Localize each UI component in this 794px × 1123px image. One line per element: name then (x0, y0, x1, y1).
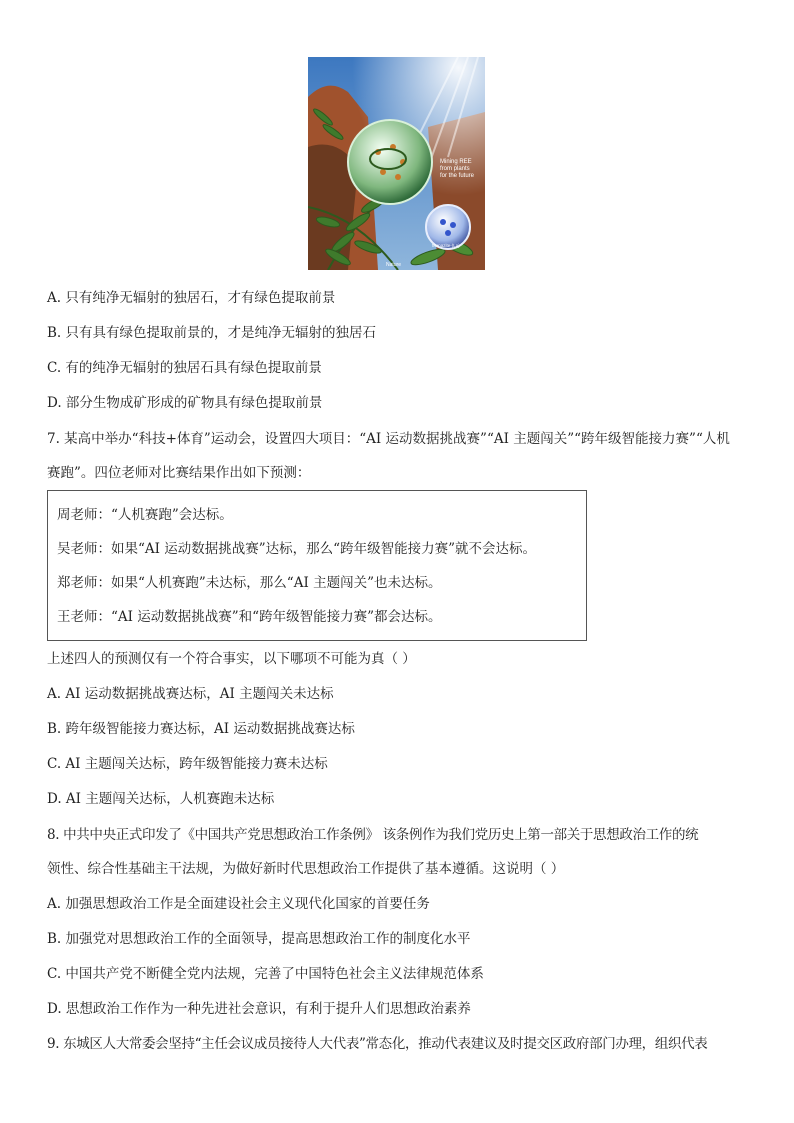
q7-option-a: A. AI 运动数据挑战赛达标，AI 主题闯关未达标 (47, 686, 334, 702)
q7-stem-line-2: 赛跑”。四位老师对比赛结果作出如下预测： (47, 465, 311, 481)
q6-option-b: B. 只有具有绿色提取前景的，才是纯净无辐射的独居石 (47, 325, 377, 341)
q8-stem-line-2: 领性、综合性基础主干法规，为做好新时代思想政治工作提供了基本遵循。这说明（ ） (47, 861, 565, 877)
caption-line-3: for the future (440, 173, 475, 179)
bottom-label: Nature (386, 262, 402, 268)
q8-option-d: D. 思想政治工作作为一种先进社会意识，有利于提升人们思想政治素养 (47, 1001, 471, 1017)
caption-line-1: Mining REE (440, 159, 472, 165)
q7-stem-line-1: 7. 某高中举办“科技+体育”运动会，设置四大项目：“AI 运动数据挑战赛”“AI 主题闯关”“跨年级智能接力赛”“人机 (47, 431, 730, 447)
q8-option-a: A. 加强思想政治工作是全面建设社会主义现代化国家的首要任务 (47, 896, 430, 912)
q7-option-d: D. AI 主题闯关达标，人机赛跑未达标 (47, 791, 275, 807)
bubble-label: Monazite-(La) (432, 243, 460, 248)
prediction-zhou: 周老师：“人机赛跑”会达标。 (57, 507, 233, 523)
caption-line-2: from plants (440, 166, 470, 172)
prediction-wu: 吴老师：如果“AI 运动数据挑战赛”达标，那么“跨年级智能接力赛”就不会达标。 (57, 541, 536, 557)
q7-option-b: B. 跨年级智能接力赛达标，AI 运动数据挑战赛达标 (47, 721, 355, 737)
q8-option-b: B. 加强党对思想政治工作的全面领导，提高思想政治工作的制度化水平 (47, 931, 471, 947)
q6-option-a: A. 只有纯净无辐射的独居石，才有绿色提取前景 (47, 290, 336, 306)
q8-stem-line-1: 8. 中共中央正式印发了《中国共产党思想政治工作条例》 该条例作为我们党历史上第一部关于思想政治工作的统 (47, 827, 699, 843)
prediction-wang: 王老师：“AI 运动数据挑战赛”和“跨年级智能接力赛”都会达标。 (57, 609, 442, 625)
predictions-box (47, 490, 587, 641)
prediction-zheng: 郑老师：如果“人机赛跑”未达标，那么“AI 主题闯关”也未达标。 (57, 575, 442, 591)
q6-option-c: C. 有的纯净无辐射的独居石具有绿色提取前景 (47, 360, 322, 376)
q9-stem-line-1: 9. 东城区人大常委会坚持“主任会议成员接待人大代表”常态化，推动代表建议及时提交区政府部门办理，组织代表 (47, 1036, 708, 1052)
q8-option-c: C. 中国共产党不断健全党内法规，完善了中国特色社会主义法律规范体系 (47, 966, 484, 982)
q6-option-d: D. 部分生物成矿形成的矿物具有绿色提取前景 (47, 395, 323, 411)
nature-cover-illustration (308, 57, 485, 270)
q7-option-c: C. AI 主题闯关达标，跨年级智能接力赛未达标 (47, 756, 328, 772)
q7-question: 上述四人的预测仅有一个符合事实，以下哪项不可能为真（ ） (47, 651, 416, 667)
